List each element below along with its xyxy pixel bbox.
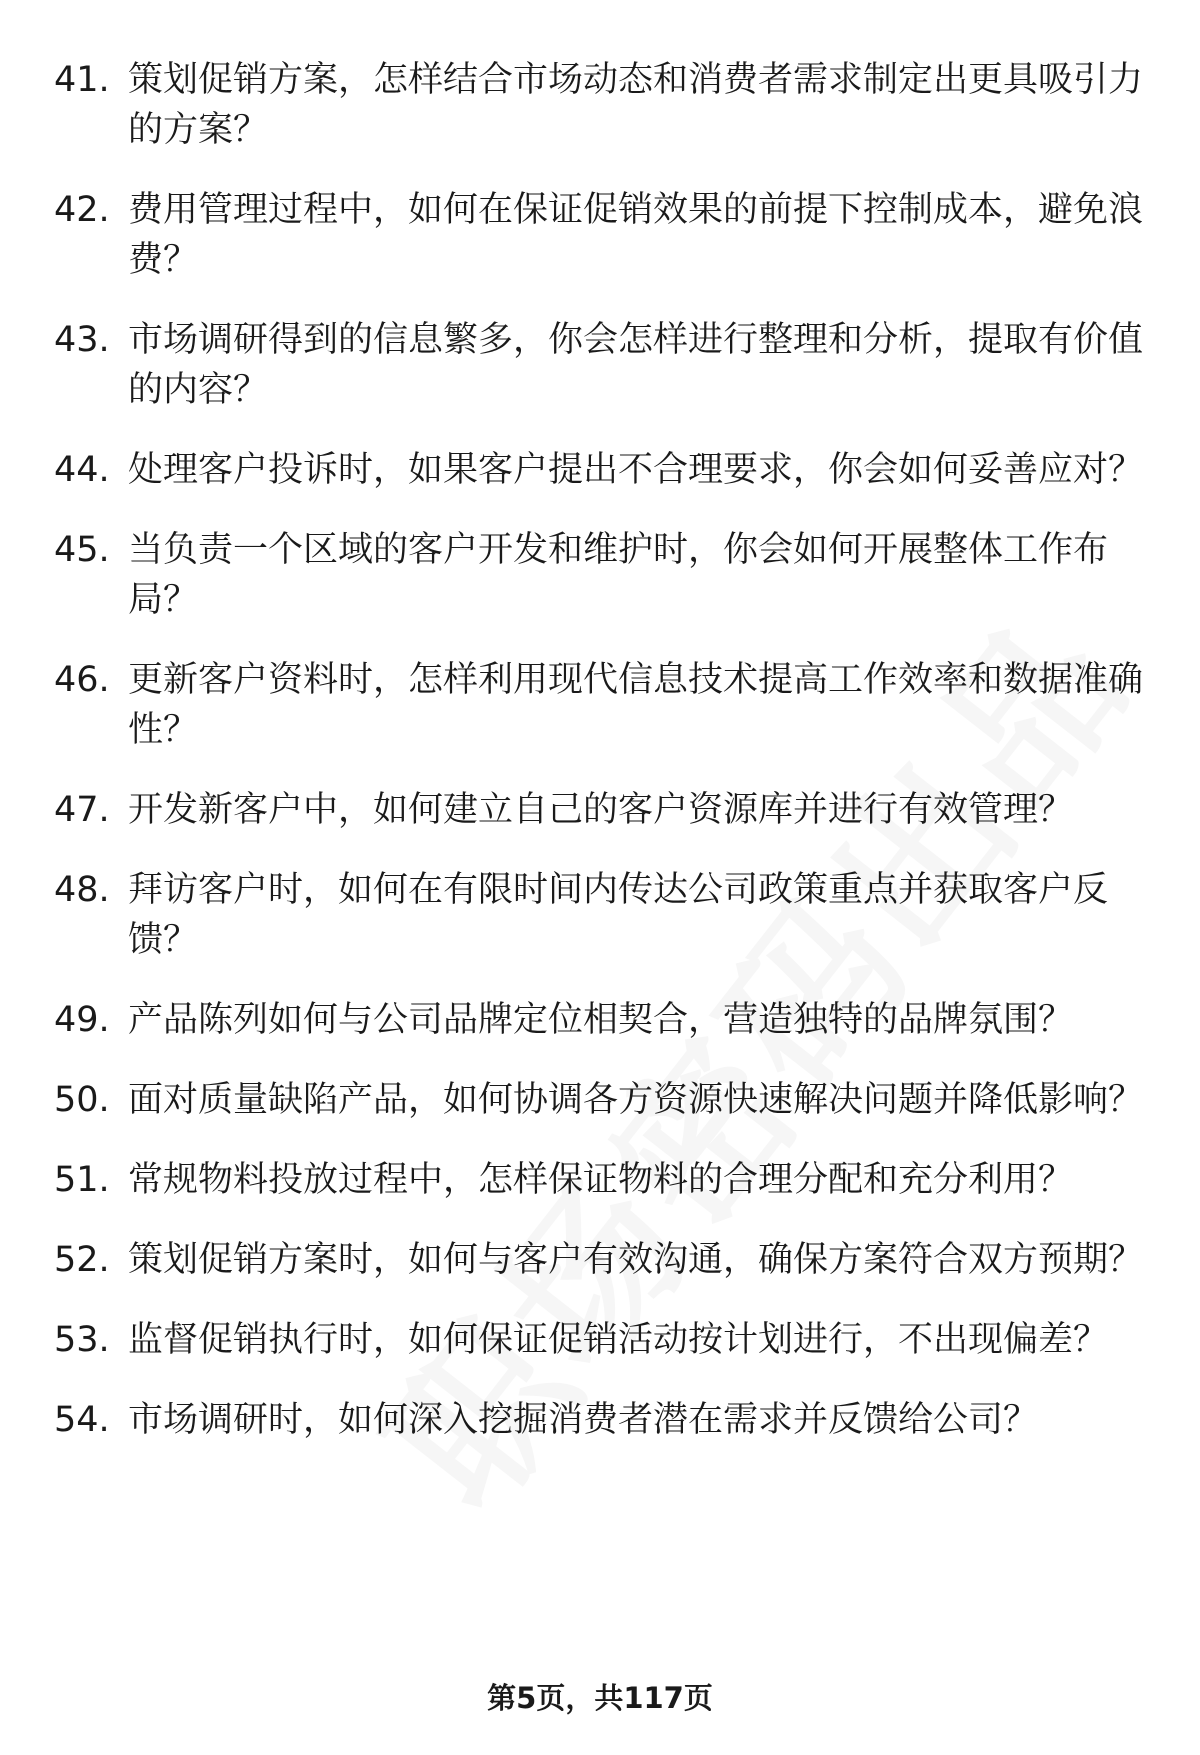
question-number: 41.	[54, 60, 110, 100]
question-number: 42.	[54, 190, 110, 230]
question-text: 更新客户资料时，怎样利用现代信息技术提高工作效率和数据准确性？	[128, 660, 1144, 750]
question-text: 处理客户投诉时，如果客户提出不合理要求，你会如何妥善应对？	[128, 450, 1144, 490]
question-number: 46.	[54, 660, 110, 700]
question-number: 49.	[54, 1000, 110, 1040]
question-text: 市场调研得到的信息繁多，你会怎样进行整理和分析，提取有价值的内容？	[128, 320, 1144, 410]
question-number: 51.	[54, 1160, 110, 1200]
question-text: 拜访客户时，如何在有限时间内传达公司政策重点并获取客户反馈？	[128, 870, 1109, 960]
question-item	[54, 865, 1154, 965]
question-number: 48.	[54, 870, 110, 910]
question-item	[54, 55, 1154, 155]
question-item	[54, 1155, 1154, 1205]
question-item	[54, 1075, 1154, 1125]
question-number: 45.	[54, 530, 110, 570]
question-item	[54, 995, 1154, 1045]
question-item	[54, 1315, 1154, 1365]
question-number: 54.	[54, 1400, 110, 1440]
question-text: 面对质量缺陷产品，如何协调各方资源快速解决问题并降低影响？	[128, 1080, 1144, 1120]
question-text: 监督促销执行时，如何保证促销活动按计划进行，不出现偏差？	[128, 1320, 1109, 1360]
question-text: 策划促销方案，怎样结合市场动态和消费者需求制定出更具吸引力的方案？	[128, 60, 1144, 150]
question-number: 53.	[54, 1320, 110, 1360]
question-text: 开发新客户中，如何建立自己的客户资源库并进行有效管理？	[128, 790, 1074, 830]
question-number: 52.	[54, 1240, 110, 1280]
question-item	[54, 785, 1154, 835]
question-text: 当负责一个区域的客户开发和维护时，你会如何开展整体工作布局？	[128, 530, 1109, 620]
question-item	[54, 315, 1154, 415]
question-number: 50.	[54, 1080, 110, 1120]
question-item	[54, 525, 1154, 625]
question-item	[54, 1395, 1154, 1445]
question-number: 43.	[54, 320, 110, 360]
question-text: 策划促销方案时，如何与客户有效沟通，确保方案符合双方预期？	[128, 1240, 1144, 1280]
question-list	[54, 55, 1154, 1475]
question-item	[54, 445, 1154, 495]
question-number: 47.	[54, 790, 110, 830]
question-item	[54, 185, 1154, 285]
question-text: 产品陈列如何与公司品牌定位相契合，营造独特的品牌氛围？	[128, 1000, 1074, 1040]
question-number: 44.	[54, 450, 110, 490]
question-text: 费用管理过程中，如何在保证促销效果的前提下控制成本，避免浪费？	[128, 190, 1144, 280]
question-text: 市场调研时，如何深入挖掘消费者潜在需求并反馈给公司？	[128, 1400, 1039, 1440]
question-item	[54, 655, 1154, 755]
question-item	[54, 1235, 1154, 1285]
question-text: 常规物料投放过程中，怎样保证物料的合理分配和充分利用？	[128, 1160, 1074, 1200]
page-footer: 第5页，共117页	[487, 1681, 713, 1715]
